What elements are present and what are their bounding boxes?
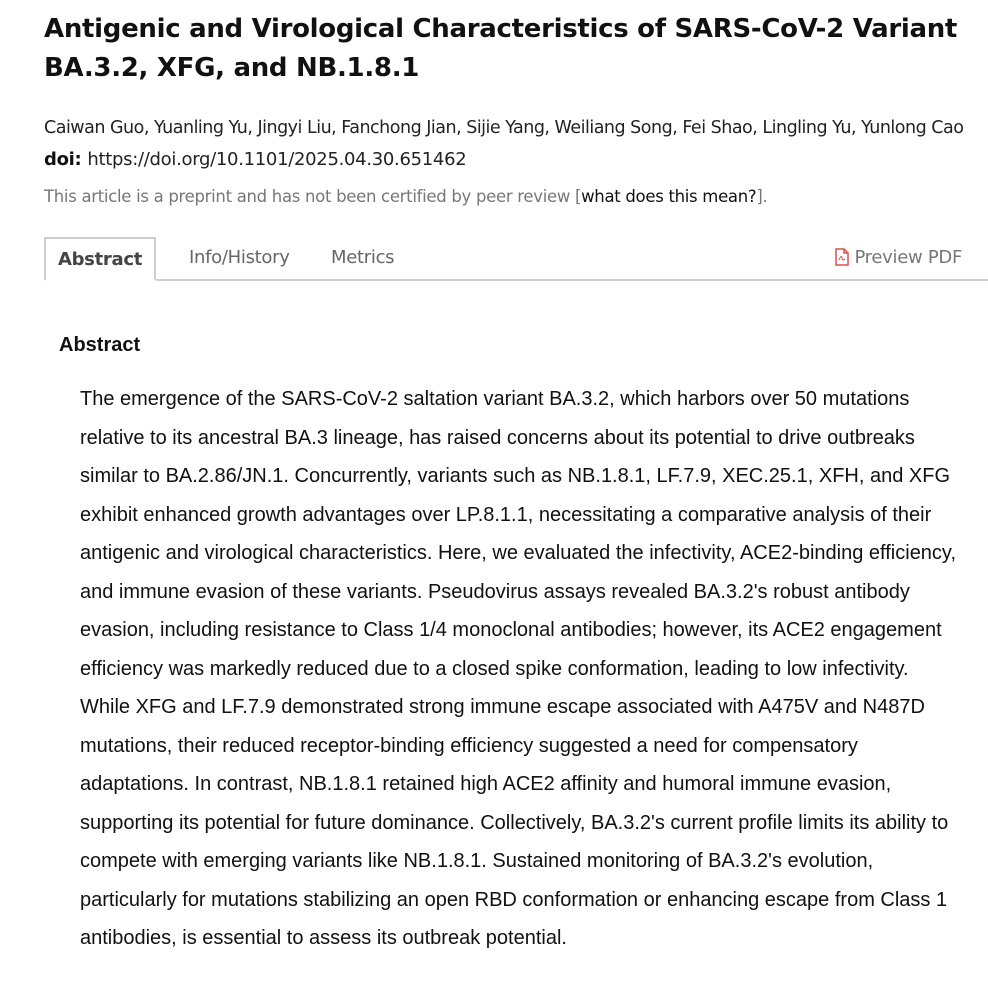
preprint-notice-text: This article is a preprint and has not been certified by peer review [	[44, 187, 582, 206]
preview-pdf-button[interactable]	[835, 237, 962, 279]
author-list: Caiwan Guo, Yuanling Yu, Jingyi Liu, Fanchong Jian, Sijie Yang, Weiliang Song, Fei Shao, Lingling Yu, Yunlong Cao	[44, 118, 964, 138]
abstract-heading: Abstract	[59, 334, 141, 356]
article-tabs	[44, 237, 988, 281]
doi-link[interactable]: https://doi.org/10.1101/2025.04.30.651462	[87, 149, 467, 170]
article-title: Antigenic and Virological Characteristics of SARS-CoV-2 Variant BA.3.2, XFG, and NB.1.8.1	[44, 14, 958, 83]
abstract-text: The emergence of the SARS-CoV-2 saltation variant BA.3.2, which harbors over 50 mutations relative to its ancestral BA.3 lineage, has raised concerns about its potential to drive outbreaks similar to BA.2.86/JN.1. Concurrently, variants such as NB.1.8.1, LF.7.9, XEC.25.1, XFH, and XFG exhibit enhanced growth advantages over LP.8.1.1, necessitating a comparative analysis of their antigenic and virological characteristics. Here, we evaluated the infectivity, ACE2-binding efficiency, and immune evasion of these variants. Pseudovirus assays revealed BA.3.2's robust antibody evasion, including resistance to Class 1/4 monoclonal antibodies; however, its ACE2 engagement efficiency was markedly reduced due to a closed spike conformation, leading to low infectivity. While XFG and LF.7.9 demonstrated strong immune escape associated with A475V and N487D mutations, their reduced receptor-binding efficiency suggested a need for compensatory adaptations. In contrast, NB.1.8.1 retained high ACE2 affinity and humoral immune evasion, supporting its potential for future dominance. Collectively, BA.3.2's current profile limits its ability to compete with emerging variants like NB.1.8.1. Sustained monitoring of BA.3.2's evolution, particularly for mutations stabilizing an open RBD conformation or enhancing escape from Class 1 antibodies, is essential to assess its outbreak potential.	[80, 388, 957, 949]
doi-label: doi:	[44, 149, 82, 170]
doi-line	[44, 147, 466, 173]
tab-metrics[interactable]: Metrics	[331, 247, 395, 268]
preview-pdf-label: Preview PDF	[854, 247, 962, 268]
what-does-this-mean-link[interactable]: what does this mean?	[581, 187, 757, 206]
preprint-notice-end: ].	[756, 187, 768, 206]
pdf-file-icon	[835, 240, 849, 282]
tab-abstract[interactable]: Abstract	[44, 237, 156, 281]
preprint-notice	[44, 185, 767, 209]
tab-info-history[interactable]: Info/History	[189, 247, 290, 268]
